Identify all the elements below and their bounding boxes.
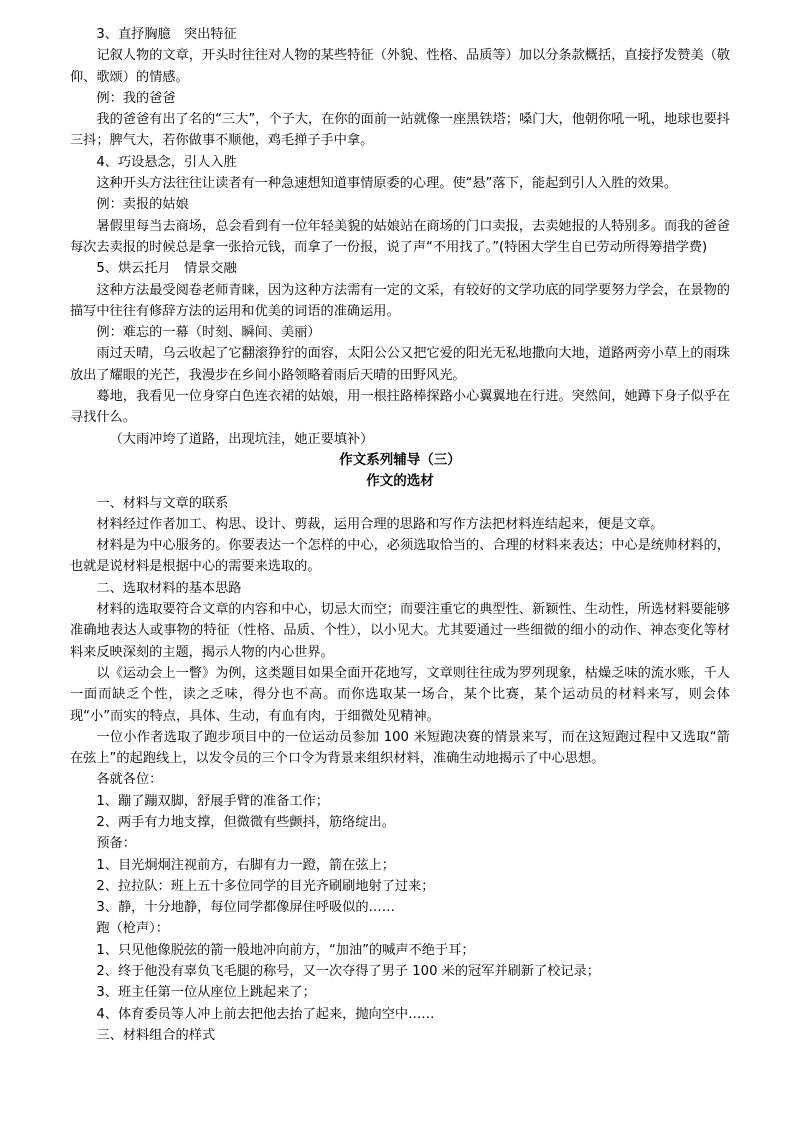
method-5-example-text-1: 雨过天晴，乌云收起了它翻滚狰狞的面容，太阳公公又把它爱的阳光无私地撒向大地，道路两旁小草上的雨珠放出了耀眼的光芒，我漫步在乡间小路领略着雨后天晴的田野风光。 bbox=[70, 346, 730, 383]
method-4-heading: 4、巧设悬念，引人入胜 bbox=[96, 154, 237, 170]
stage-3-label: 跑（枪声）： bbox=[96, 921, 169, 937]
topic-title: 作文的选材 bbox=[366, 473, 434, 490]
series-title: 作文系列辅导（三） bbox=[339, 451, 461, 468]
stage-2-label: 预备： bbox=[96, 836, 136, 852]
method-5-example-note: （大雨冲垮了道路，出现坑洼，她正要填补） bbox=[109, 431, 374, 447]
list-item: 3、静，十分地静，每位同学都像屏住呼吸似的…… bbox=[96, 900, 395, 916]
section-2-heading: 二、选取材料的基本思路 bbox=[96, 580, 242, 596]
method-5-paragraph: 这种方法最受阅卷老师青睐，因为这种方法需有一定的文采，有较好的文学功底的同学要努力学会，在景物的描写中往往有修辞方法的运用和优美的词语的准确运用。 bbox=[70, 282, 730, 319]
list-item: 1、只见他像脱弦的箭一般地冲向前方，“加油”的喊声不绝于耳； bbox=[96, 942, 475, 958]
list-item: 2、拉拉队：班上五十多位同学的目光齐刷刷地射了过来； bbox=[96, 878, 435, 894]
section-1-heading: 一、材料与文章的联系 bbox=[96, 495, 229, 511]
list-item: 4、体育委员等人冲上前去把他去抬了起来，抛向空中…… bbox=[96, 1006, 435, 1022]
stage-1-label: 各就各位： bbox=[96, 772, 163, 788]
document-body bbox=[70, 24, 730, 1046]
method-5-heading: 5、烘云托月 情景交融 bbox=[96, 261, 237, 277]
method-3-paragraph: 记叙人物的文章，开头时往往对人物的某些特征（外貌、性格、品质等）加以分条款概括，直接抒发赞美（敬仰、歌颂）的情感。 bbox=[70, 48, 730, 85]
method-4-example-title: 例：卖报的姑娘 bbox=[96, 197, 189, 213]
section-2-paragraph-1: 材料的选取要符合文章的内容和中心，切忌大而空；而要注重它的典型性、新颖性、生动性，所选材料要能够准确地表达人或事物的特征（性格、品质、个性），以小见大。尤其要通过一些细微的细小的动作、神态变化等材料来反映深刻的主题，揭示人物的内心世界。 bbox=[70, 602, 730, 660]
method-5-example-title: 例：难忘的一幕（时刻、瞬间、美丽） bbox=[96, 325, 321, 341]
section-2-paragraph-3: 一位小作者选取了跑步项目中的一位运动员参加 100 米短跑决赛的情景来写，而在这短跑过程中又选取“箭在弦上”的起跑线上，以发令员的三个口令为背景来组织材料，准确生动地揭示了中心思想。 bbox=[70, 729, 730, 767]
method-3-heading: 3、直抒胸臆 突出特征 bbox=[96, 27, 237, 42]
method-5-example-text-2: 蓦地，我看见一位身穿白色连衣裙的姑娘，用一根拄路棒探路小心翼翼地在行进。突然间，她蹲下身子似乎在寻找什么。 bbox=[70, 389, 730, 426]
section-2-paragraph-2: 以《运动会上一瞥》为例，这类题目如果全面开花地写，文章则往往成为罗列现象，枯燥乏味的流水账，千人一面而缺乏个性，读之乏味，得分也不高。而你选取某一场合，某个比赛，某个运动员的材料来写，则会体现“小”而实的特点，具体、生动，有血有肉，于细微处见精神。 bbox=[70, 665, 730, 724]
list-item: 3、班主任第一位从座位上跳起来了； bbox=[96, 985, 316, 1001]
section-1-paragraph-1: 材料经过作者加工、构思、设计、剪裁，运用合理的思路和写作方法把材料连结起来，便是文章。 bbox=[96, 516, 664, 532]
list-item: 1、蹦了蹦双脚，舒展手臂的准备工作； bbox=[96, 793, 329, 809]
list-item: 1、目光炯炯注视前方，右脚有力一蹬，箭在弦上； bbox=[96, 857, 395, 873]
section-1-paragraph-2: 材料是为中心服务的。你要表达一个怎样的中心，必须选取恰当的、合理的材料来表达；中心是统帅材料的，也就是说材料是根据中心的需要来选取的。 bbox=[70, 538, 730, 575]
method-3-example-text: 我的爸爸有出了名的“三大”，个子大，在你的面前一站就像一座黑铁塔；嗓门大，他朝你吼一吼，地球也要抖三抖；脾气大，若你做事不顺他，鸡毛掸子手中拿。 bbox=[70, 112, 730, 149]
list-item: 2、终于他没有辜负飞毛腿的称号，又一次夺得了男子 100 米的冠军并刷新了校记录； bbox=[96, 964, 600, 980]
method-4-example-text: 暑假里每当去商场，总会看到有一位年轻美貌的姑娘站在商场的门口卖报，去卖她报的人特别多。而我的爸爸每次去卖报的时候总是拿一张拾元钱，而拿了一份报，说了声“不用找了。”(特困大学生自已劳动所得筹措学费) bbox=[70, 218, 730, 255]
method-3-example-title: 例：我的爸爸 bbox=[96, 90, 176, 106]
method-4-paragraph: 这种开头方法往往让读者有一种急速想知道事情原委的心理。使“悬”落下，能起到引人入胜的效果。 bbox=[96, 176, 678, 192]
list-item: 2、两手有力地支撑，但微微有些颤抖，筋络绽出。 bbox=[96, 814, 395, 830]
section-3-heading: 三、材料组合的样式 bbox=[96, 1027, 216, 1043]
